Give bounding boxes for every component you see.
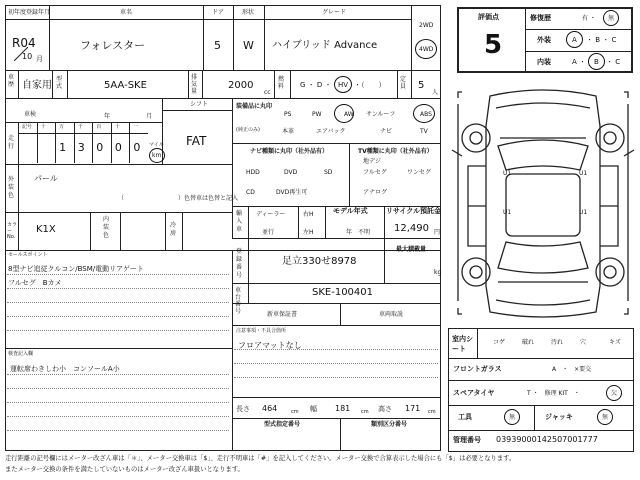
mileage-unit-label: 万 bbox=[59, 124, 65, 130]
seat-label: 室内シート bbox=[452, 335, 473, 353]
ruled-line bbox=[7, 402, 229, 403]
tools-none-circle bbox=[504, 409, 520, 425]
spare-missing-circle bbox=[606, 385, 622, 401]
car-body-diagram bbox=[448, 86, 638, 322]
navi-item: CD bbox=[246, 189, 255, 196]
month-unit: 月 bbox=[36, 55, 43, 63]
ruled-line bbox=[7, 274, 229, 275]
car-name-label: 車名 bbox=[120, 9, 133, 16]
km-unit: km bbox=[152, 152, 162, 159]
equipment-item: AW bbox=[344, 111, 354, 118]
recycle-value: 12,490 bbox=[394, 223, 429, 234]
first-reg-year: R04 bbox=[12, 36, 36, 50]
grade-value: ハイブリッド Advance bbox=[272, 40, 378, 51]
class-number-label: 類別区分番号 bbox=[371, 421, 408, 428]
mileage-unit-label: 百 bbox=[96, 124, 102, 130]
max-load-kg: kg bbox=[434, 269, 442, 276]
import-dealer: ディーラー bbox=[256, 211, 286, 218]
mile-unit: マイル bbox=[149, 142, 164, 148]
navi-title: ナビ種類に丸印（社外品有） bbox=[250, 148, 329, 155]
height-value: 171 bbox=[405, 404, 421, 413]
mileage-digit: 3 bbox=[77, 141, 85, 154]
first-reg-label: 初年度登録年月 bbox=[8, 9, 51, 16]
displacement-label: 排気量 bbox=[191, 74, 198, 95]
ruled-line bbox=[7, 388, 229, 389]
navi-item: HDD bbox=[246, 169, 260, 176]
ruled-line bbox=[234, 377, 438, 378]
notes-label: 注意事項・不具合箇所 bbox=[236, 328, 287, 334]
displacement-value: 2000 bbox=[228, 80, 254, 91]
tools-label: 工具 bbox=[458, 413, 472, 421]
mileage-units bbox=[18, 124, 148, 133]
navi-items bbox=[232, 158, 349, 204]
damage-marker-4: U1 bbox=[579, 209, 588, 216]
jack-label: ジャッキ bbox=[545, 413, 573, 421]
seat-item: キズ bbox=[609, 339, 621, 346]
exterior-color-note: （ ）色替車は色替と記入 bbox=[118, 195, 239, 202]
import-label: 輸入車 bbox=[236, 210, 243, 233]
inspector-label: 検査記入欄 bbox=[8, 351, 34, 357]
damage-marker-3: U1 bbox=[503, 209, 512, 216]
interior-color-label: 内装色 bbox=[103, 216, 110, 239]
aircon-label: 冷房 bbox=[170, 222, 177, 237]
score-label: 評価点 bbox=[478, 13, 499, 21]
mileage-unit-label: 記号 bbox=[22, 124, 33, 130]
navi-item: DVD bbox=[284, 169, 298, 176]
exterior-grade-a: A bbox=[572, 36, 577, 44]
seat-item: コゲ bbox=[493, 339, 506, 346]
import-parallel: 並行 bbox=[262, 229, 275, 236]
type-number-label: 型式指定番号 bbox=[264, 421, 301, 428]
use-value: 自家用 bbox=[22, 80, 52, 91]
manual-label: 車両取説 bbox=[379, 311, 404, 318]
navi-item: SD bbox=[324, 169, 333, 176]
damage-marker-2: U1 bbox=[579, 170, 588, 177]
repair-none: 無 bbox=[608, 15, 615, 22]
footer-line1: 走行距離の記号欄にはメーター改ざん車は「＊」、メーター交換車は「$」、走行不明車は「#」を記入してください。メーター交換で合算表示した場合にも「$」は必要となります。 bbox=[5, 455, 516, 462]
mgmt-value: 0393900014250700​1777 bbox=[496, 435, 598, 444]
seat-item: 穴 bbox=[580, 339, 587, 346]
grade-label: グレード bbox=[322, 9, 347, 16]
distance-label: 走行 bbox=[8, 135, 15, 150]
km-circle bbox=[149, 148, 165, 163]
fuel-options: G ・ D ・ bbox=[300, 81, 332, 89]
spare-value: T ・ 修理 KIT ・ bbox=[527, 390, 580, 397]
ruled-line bbox=[7, 416, 229, 417]
exterior-grade-label: 外装 bbox=[537, 36, 551, 44]
doors-value: 5 bbox=[214, 39, 221, 52]
exterior-grade-circle bbox=[566, 31, 583, 48]
ruled-line bbox=[234, 363, 438, 364]
abs-circle bbox=[413, 104, 435, 123]
mileage-unit-label: 一 bbox=[133, 124, 139, 130]
import-left: 左H bbox=[303, 229, 314, 236]
inspection-label: 車検 bbox=[24, 111, 37, 118]
jack-none-circle bbox=[597, 409, 613, 425]
ruled-line bbox=[7, 302, 229, 303]
mileage-unit-label: 十 bbox=[40, 124, 46, 130]
tv-item: フルセグ bbox=[363, 169, 387, 176]
width-value: 181 bbox=[335, 404, 351, 413]
mgmt-label: 管理番号 bbox=[453, 436, 481, 444]
spare-label: スペアタイヤ bbox=[453, 389, 495, 397]
damage-marker-1: U1 bbox=[503, 170, 512, 177]
cc-unit: cc bbox=[264, 89, 271, 96]
model-year-value: 年 不明 bbox=[346, 229, 371, 236]
mileage-digit: 1 bbox=[59, 141, 67, 154]
interior-grade-circle bbox=[588, 53, 605, 70]
model-value: 5AA-SKE bbox=[104, 80, 147, 91]
equipment-item: PW bbox=[312, 111, 322, 118]
recycle-yen: 円 bbox=[434, 229, 441, 236]
registration-label: 登録番号 bbox=[236, 248, 243, 279]
import-right: 右H bbox=[303, 211, 314, 218]
jack-none: 無 bbox=[602, 414, 609, 421]
ruled-line bbox=[7, 316, 229, 317]
width-cm: cm bbox=[361, 409, 369, 415]
ruled-line bbox=[7, 430, 229, 431]
length-cm: cm bbox=[291, 409, 299, 415]
tools-none: 無 bbox=[509, 414, 516, 421]
capacity-label: 定員 bbox=[400, 76, 407, 90]
navi-item: DVD再生可 bbox=[276, 189, 308, 196]
equipment-item: ABS bbox=[420, 111, 432, 118]
glass-value: A ・ ×要交 bbox=[552, 366, 592, 373]
equipment-item: PS bbox=[284, 111, 292, 118]
mileage-digit: 0 bbox=[114, 141, 122, 154]
equipment-item: TV bbox=[420, 128, 428, 135]
equipment-sub: (純正のみ) bbox=[236, 127, 260, 133]
inspection-year: 年 bbox=[104, 113, 111, 120]
use-label: 車歴 bbox=[8, 74, 15, 88]
ruled-line bbox=[7, 374, 229, 375]
drive-2wd: 2WD bbox=[419, 22, 434, 29]
notes-value: フロアマットなし bbox=[238, 341, 302, 350]
exterior-color-label: 外装色 bbox=[8, 176, 15, 199]
registration-value: 足立330せ8978 bbox=[282, 256, 357, 267]
spare-missing: 欠 bbox=[611, 390, 618, 397]
inspector-ruled-lines bbox=[5, 348, 232, 451]
car-name-value: フォレスター bbox=[80, 39, 146, 52]
sales-line1: 8型ナビ追従クルコン/BSM/電動リアゲート bbox=[8, 265, 144, 273]
warranty-label: 新車保証書 bbox=[267, 311, 298, 318]
length-label: 長さ bbox=[236, 405, 250, 413]
max-load-label: 最大積載量 bbox=[396, 246, 427, 253]
mileage-digits bbox=[18, 140, 148, 156]
color-no-label: カラーNo. bbox=[7, 222, 18, 240]
height-cm: cm bbox=[428, 409, 436, 415]
shape-value: W bbox=[243, 39, 254, 52]
sales-ruled-lines bbox=[5, 250, 232, 348]
fuel-hv-circle bbox=[334, 76, 352, 93]
interior-grade-label: 内装 bbox=[537, 58, 551, 66]
sales-label: セールスポイント bbox=[8, 252, 48, 258]
mileage-digit: 0 bbox=[133, 141, 141, 154]
shift-value: FAT bbox=[186, 134, 207, 148]
tv-item: 地デジ bbox=[363, 158, 381, 165]
glass-label: フロントガラス bbox=[453, 365, 502, 373]
drive-4wd-circle bbox=[415, 39, 437, 59]
equipment-item: 本革 bbox=[282, 128, 295, 135]
tv-items bbox=[349, 158, 441, 204]
interior-grade-b: B bbox=[594, 58, 599, 66]
equipment-label: 装備品に丸印 bbox=[236, 103, 273, 110]
color-no-value: K1X bbox=[36, 224, 56, 235]
width-label: 幅 bbox=[310, 405, 317, 413]
seat-item: 破れ bbox=[522, 339, 535, 346]
height-label: 高さ bbox=[378, 405, 392, 413]
tv-item: アナログ bbox=[363, 189, 388, 196]
mileage-unit-label: 千 bbox=[77, 124, 83, 130]
fuel-other: ・（ ） bbox=[354, 81, 386, 89]
interior-grade-a: A ・ bbox=[572, 58, 587, 66]
repair-label: 修復歴 bbox=[530, 14, 551, 22]
ruled-line bbox=[234, 349, 438, 350]
exterior-color-value: パール bbox=[34, 174, 58, 183]
mileage-unit-label: 十 bbox=[114, 124, 120, 130]
tv-title: TV種類に丸印（社外品有） bbox=[358, 148, 433, 155]
seat-items bbox=[477, 328, 634, 358]
mileage-digit: 0 bbox=[96, 141, 104, 154]
exterior-grade-rest: ・ B ・ C bbox=[586, 36, 617, 44]
model-label: 型式 bbox=[56, 76, 63, 90]
ruled-line bbox=[7, 288, 229, 289]
ruled-line bbox=[7, 330, 229, 331]
equipment-item: ナビ bbox=[380, 128, 393, 135]
seat-item: 汚れ bbox=[551, 339, 564, 346]
score-value: 5 bbox=[484, 30, 503, 60]
sales-line2: フルセグ Bカメ bbox=[8, 279, 62, 287]
interior-grade-rest: ・ C bbox=[606, 58, 621, 66]
fuel-hv: HV bbox=[338, 81, 349, 89]
chassis-label: 車台番号 bbox=[235, 287, 242, 315]
footer-line2: またメーター交換の条件を満たしていないものはメーター改ざん車扱いとなります。 bbox=[5, 466, 244, 473]
aw-circle bbox=[334, 104, 354, 123]
equipment-item: エアバック bbox=[316, 128, 346, 135]
first-reg-month: 10 bbox=[22, 52, 33, 61]
repair-options: 有 ・ bbox=[582, 15, 596, 22]
repair-none-circle bbox=[603, 10, 619, 26]
recycle-label: リサイクル預託金 bbox=[386, 207, 442, 215]
capacity-unit: 人 bbox=[432, 89, 439, 96]
inspection-month: 月 bbox=[146, 113, 153, 120]
shape-label: 形状 bbox=[242, 9, 255, 16]
tv-item: ワンセグ bbox=[407, 169, 432, 176]
length-value: 464 bbox=[262, 404, 278, 413]
chassis-value: SKE-100401 bbox=[312, 287, 374, 298]
notes-ruled-lines bbox=[232, 325, 441, 397]
fuel-label: 燃料 bbox=[278, 76, 285, 90]
shift-label: シフト bbox=[190, 101, 209, 108]
drive-4wd: 4WD bbox=[419, 46, 434, 53]
doors-label: ドア bbox=[212, 9, 224, 16]
model-year-label: モデル年式 bbox=[333, 207, 368, 215]
capacity-value: 5 bbox=[418, 80, 425, 91]
equipment-item: サンルーフ bbox=[366, 111, 396, 118]
slash-divider bbox=[14, 47, 28, 61]
inspector-value: 運転席わきしわ小 コンソールA小 bbox=[10, 365, 120, 373]
